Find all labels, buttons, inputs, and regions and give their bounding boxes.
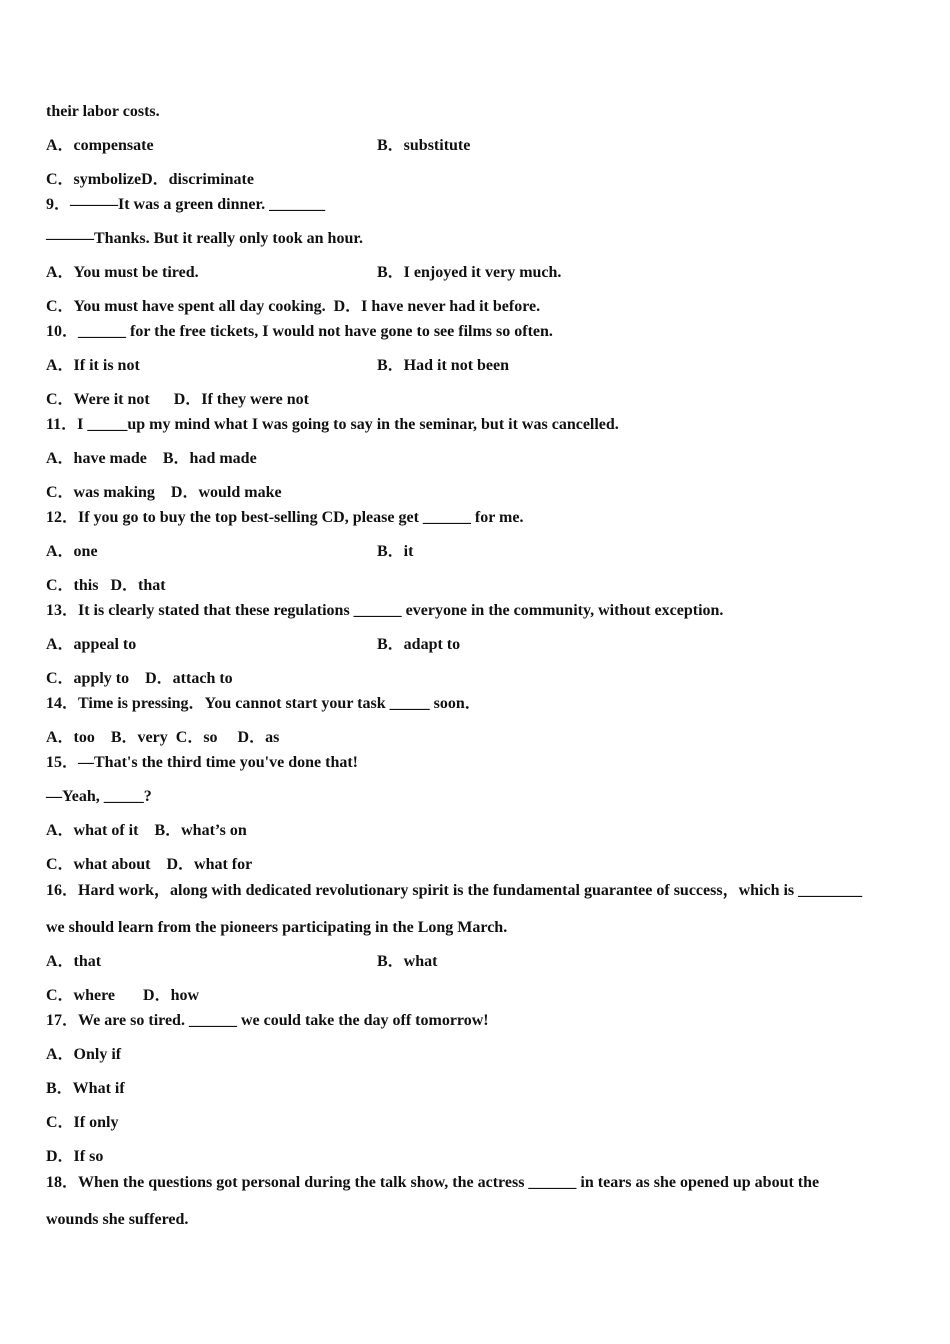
line: ———Thanks. But it really only took an hour. <box>46 230 363 247</box>
option-cd: C．this D．that <box>46 577 166 594</box>
option-cd: C．what about D．what for <box>46 856 253 873</box>
option-ab: A．what of it B．what’s on <box>46 822 247 839</box>
option-b: B．What if <box>46 1080 125 1097</box>
option-b: B．substitute <box>377 137 471 154</box>
question-17: 17．We are so tired. ______ we could take the day off tomorrow! <box>46 1012 489 1029</box>
option-b: B．what <box>377 953 438 970</box>
option-ab: A．have made B．had made <box>46 450 257 467</box>
option-a: A．that <box>46 953 102 970</box>
option-a: A．Only if <box>46 1046 122 1063</box>
option-a: A．You must be tired. <box>46 264 199 281</box>
option-cd: C．apply to D．attach to <box>46 670 233 687</box>
option-b: B．Had it not been <box>377 357 510 374</box>
question-14: 14．Time is pressing．You cannot start your task _____ soon． <box>46 695 481 712</box>
option-a: A．If it is not <box>46 357 140 374</box>
question-13: 13．It is clearly stated that these regulations ______ everyone in the community, without exception. <box>46 602 724 619</box>
line: we should learn from the pioneers participating in the Long March. <box>46 919 508 936</box>
question-9: 9．———It was a green dinner. _______ <box>46 196 326 213</box>
option-a: A．one <box>46 543 98 560</box>
option-b: B．adapt to <box>377 636 461 653</box>
option-cd: C．was making D．would make <box>46 484 282 501</box>
option-cd: C．Were it not D．If they were not <box>46 391 309 408</box>
question-16: 16．Hard work，along with dedicated revolutionary spirit is the fundamental guarantee of success，which is ________ <box>46 882 863 899</box>
question-15: 15．—That's the third time you've done that! <box>46 754 359 771</box>
option-c: C．If only <box>46 1114 119 1131</box>
option-a: A．compensate <box>46 137 154 154</box>
question-10: 10．______ for the free tickets, I would not have gone to see films so often. <box>46 323 553 340</box>
option-d: D．If so <box>46 1148 104 1165</box>
line: their labor costs. <box>46 103 160 120</box>
option-cd: C．You must have spent all day cooking. D．I have never had it before. <box>46 298 541 315</box>
line: wounds she suffered. <box>46 1211 189 1228</box>
option-b: B．it <box>377 543 414 560</box>
option-abcd: A．too B．very C．so D．as <box>46 729 280 746</box>
option-cd: C．symbolizeD．discriminate <box>46 171 254 188</box>
option-cd: C．where D．how <box>46 987 200 1004</box>
question-18: 18．When the questions got personal during the talk show, the actress ______ in tears as she opened up about the <box>46 1174 820 1191</box>
option-a: A．appeal to <box>46 636 137 653</box>
line: —Yeah, _____? <box>46 788 152 805</box>
question-11: 11．I _____up my mind what I was going to say in the seminar, but it was cancelled. <box>46 416 619 433</box>
option-b: B．I enjoyed it very much. <box>377 264 562 281</box>
question-12: 12．If you go to buy the top best-selling CD, please get ______ for me. <box>46 509 524 526</box>
